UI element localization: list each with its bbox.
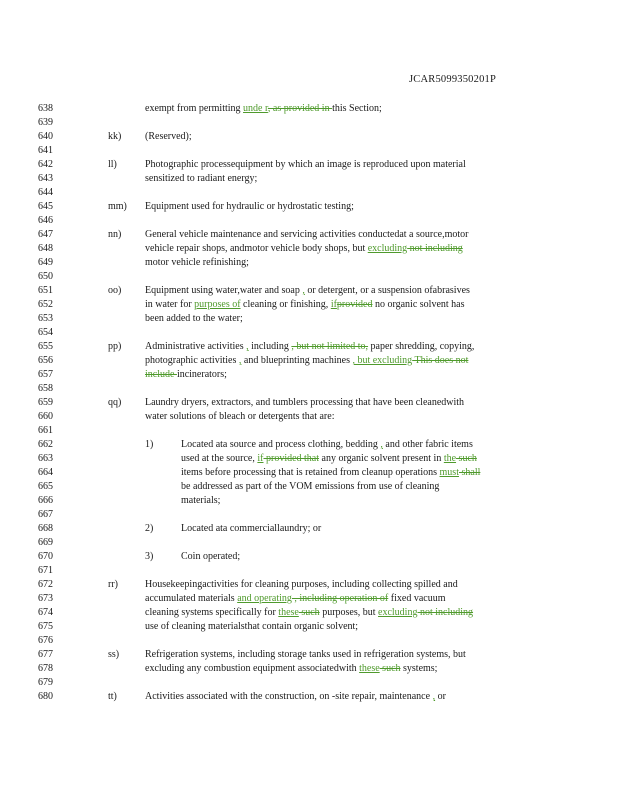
line-text: sensitized to radiant energy;: [145, 173, 258, 184]
line-text: including: [248, 341, 292, 352]
line-text: cleaning or finishing,: [240, 299, 331, 310]
line-number: 679: [38, 677, 53, 688]
text-line: [181, 439, 473, 450]
deleted-text: , including operation of: [291, 593, 389, 604]
deleted-text: shall: [458, 467, 481, 478]
text-line: [181, 481, 439, 492]
line-text: General vehicle maintenance and servicing activities conductedat a source,motor: [145, 229, 469, 240]
deleted-text: include: [145, 369, 177, 380]
line-text: cleaning systems specifically for: [145, 607, 279, 618]
line-text: exempt from permitting: [145, 103, 244, 114]
line-number: 655: [38, 341, 53, 352]
inserted-text: excluding: [378, 607, 418, 618]
line-text: excluding any combustion equipment associatedwith: [145, 663, 360, 674]
inserted-text: ,: [246, 341, 249, 352]
text-line: [145, 355, 468, 366]
deleted-text: not including: [417, 607, 474, 618]
line-text: be addressed as part of the VOM emissions from use of cleaning: [181, 481, 440, 492]
inserted-text: ,: [380, 439, 383, 450]
line-number: 663: [38, 453, 53, 464]
line-number: 669: [38, 537, 53, 548]
line-number: 654: [38, 327, 53, 338]
item-label: qq): [108, 397, 122, 408]
line-number: 680: [38, 691, 53, 702]
line-number: 664: [38, 467, 53, 478]
line-text: or: [435, 691, 446, 702]
line-number: 666: [38, 495, 53, 506]
inserted-text: excluding: [367, 243, 408, 254]
line-text: use of cleaning materialsthat contain organic solvent;: [145, 621, 359, 632]
item-label: kk): [108, 131, 122, 142]
line-number: 638: [38, 103, 53, 114]
line-text: Photographic processequipment by which an image is reproduced upon material: [145, 159, 466, 170]
subitem-label: 2): [145, 523, 154, 534]
line-number: 641: [38, 145, 53, 156]
line-number: 640: [38, 131, 53, 142]
line-number: 672: [38, 579, 53, 590]
text-line: [181, 551, 240, 562]
subitem-label: 3): [145, 551, 154, 562]
inserted-text: , but excluding: [352, 355, 413, 366]
line-number: 647: [38, 229, 53, 240]
text-line: [145, 229, 468, 240]
line-number: 652: [38, 299, 53, 310]
item-label: nn): [108, 229, 122, 240]
deleted-text: such: [298, 607, 320, 618]
inserted-text: ,: [238, 355, 242, 366]
text-line: [145, 201, 354, 212]
line-number: 650: [38, 271, 53, 282]
text-line: [145, 621, 358, 632]
text-line: [145, 285, 470, 296]
text-line: [145, 691, 446, 702]
item-label: pp): [108, 341, 122, 352]
line-number: 662: [38, 439, 53, 450]
line-number: 646: [38, 215, 53, 226]
text-line: [145, 411, 334, 422]
line-number: 670: [38, 551, 53, 562]
subitem-label: 1): [145, 439, 154, 450]
text-line: [145, 579, 458, 590]
deleted-text: such: [456, 453, 477, 464]
inserted-text: ,: [302, 285, 305, 296]
line-number: 671: [38, 565, 53, 576]
line-text: Housekeepingactivities for cleaning purposes, including collecting spilled and: [145, 579, 458, 590]
text-line: [145, 159, 466, 170]
deleted-text: , but not limited to,: [291, 341, 369, 352]
line-text: Coin operated;: [181, 551, 241, 562]
line-text: accumulated materials: [145, 593, 238, 604]
deleted-text: , as provided in: [267, 103, 333, 114]
line-number: 658: [38, 383, 53, 394]
text-line: [181, 467, 480, 478]
inserted-text: unde r: [243, 103, 268, 114]
item-label: oo): [108, 285, 122, 296]
line-number: 676: [38, 635, 53, 646]
item-label: rr): [108, 579, 118, 590]
line-number: 642: [38, 159, 53, 170]
text-line: [181, 453, 477, 464]
inserted-text: must: [439, 467, 459, 478]
line-number: 660: [38, 411, 53, 422]
line-text: no organic solvent has: [372, 299, 465, 310]
line-text: been added to the water;: [145, 313, 243, 324]
line-text: any organic solvent present in: [319, 453, 444, 464]
line-number: 644: [38, 187, 53, 198]
line-number: 675: [38, 621, 53, 632]
line-text: systems;: [400, 663, 438, 674]
text-line: [181, 523, 321, 534]
inserted-text: the: [443, 453, 457, 464]
line-text: fixed vacuum: [388, 593, 446, 604]
text-line: [145, 131, 192, 142]
line-number: 678: [38, 663, 53, 674]
line-number: 651: [38, 285, 53, 296]
text-line: [145, 341, 474, 352]
line-text: Equipment used for hydraulic or hydrostatic testing;: [145, 201, 354, 212]
line-text: Administrative activities: [145, 341, 247, 352]
text-line: [145, 103, 382, 114]
item-label: ss): [108, 649, 120, 660]
line-number: 649: [38, 257, 53, 268]
text-line: [145, 369, 227, 380]
line-text: water solutions of bleach or detergents that are:: [145, 411, 335, 422]
line-text: Activities associated with the construction, on -site repair, maintenance: [145, 691, 433, 702]
line-text: this Section;: [332, 103, 382, 114]
line-text: Located ata source and process clothing, bedding: [181, 439, 381, 450]
line-text: materials;: [181, 495, 221, 506]
line-number: 639: [38, 117, 53, 128]
line-number: 661: [38, 425, 53, 436]
text-line: [145, 397, 464, 408]
line-number: 668: [38, 523, 53, 534]
item-label: mm): [108, 201, 127, 212]
line-number: 665: [38, 481, 53, 492]
line-number: 653: [38, 313, 53, 324]
text-line: [145, 257, 249, 268]
line-text: Laundry dryers, extractors, and tumblers processing that have been cleanedwith: [145, 397, 465, 408]
text-line: [145, 173, 257, 184]
text-line: [145, 313, 243, 324]
line-text: purposes, but: [319, 607, 379, 618]
line-text: and blueprinting machines: [241, 355, 353, 366]
deleted-text: not including: [407, 243, 463, 254]
document-id: JCAR5099350201P: [409, 74, 497, 85]
line-text: Refrigeration systems, including storage tanks used in refrigeration systems, but: [145, 649, 466, 660]
item-label: tt): [108, 691, 117, 702]
inserted-text: these: [278, 607, 299, 618]
deleted-text: such: [379, 663, 401, 674]
inserted-text: and operating: [237, 593, 292, 604]
inserted-text: these: [359, 663, 380, 674]
line-text: photographic activities: [145, 355, 239, 366]
line-text: vehicle repair shops, andmotor vehicle body shops, but: [145, 243, 368, 254]
inserted-text: ,: [432, 691, 436, 702]
line-number: 677: [38, 649, 53, 660]
line-number: 659: [38, 397, 53, 408]
line-number: 673: [38, 593, 53, 604]
line-text: Equipment using water,water and soap: [145, 285, 303, 296]
text-line: [181, 495, 220, 506]
text-line: [145, 607, 473, 618]
item-label: ll): [108, 159, 117, 170]
line-text: incinerators;: [176, 369, 227, 380]
deleted-text: This does not: [412, 355, 469, 366]
line-text: paper shredding, copying,: [368, 341, 475, 352]
line-text: items before processing that is retained from cleanup operations: [181, 467, 440, 478]
line-text: used at the source,: [181, 453, 258, 464]
inserted-text: purposes of: [194, 299, 241, 310]
line-number: 674: [38, 607, 53, 618]
line-text: in water for: [145, 299, 195, 310]
line-number: 645: [38, 201, 53, 212]
text-line: [145, 299, 465, 310]
line-number: 667: [38, 509, 53, 520]
line-text: Located ata commerciallaundry; or: [181, 523, 322, 534]
text-line: [145, 663, 437, 674]
inserted-text: if: [330, 299, 337, 310]
deleted-text: provided that: [263, 453, 320, 464]
deleted-text: provided: [336, 299, 373, 310]
line-text: (Reserved);: [145, 131, 192, 142]
line-number: 656: [38, 355, 53, 366]
line-text: and other fabric items: [382, 439, 473, 450]
text-line: [145, 649, 466, 660]
line-number: 657: [38, 369, 53, 380]
text-line: [145, 593, 445, 604]
inserted-text: if: [257, 453, 264, 464]
line-number: 648: [38, 243, 53, 254]
line-text: or detergent, or a suspension ofabrasives: [304, 285, 470, 296]
line-number: 643: [38, 173, 53, 184]
line-text: motor vehicle refinishing;: [145, 257, 249, 268]
text-line: [145, 243, 463, 254]
